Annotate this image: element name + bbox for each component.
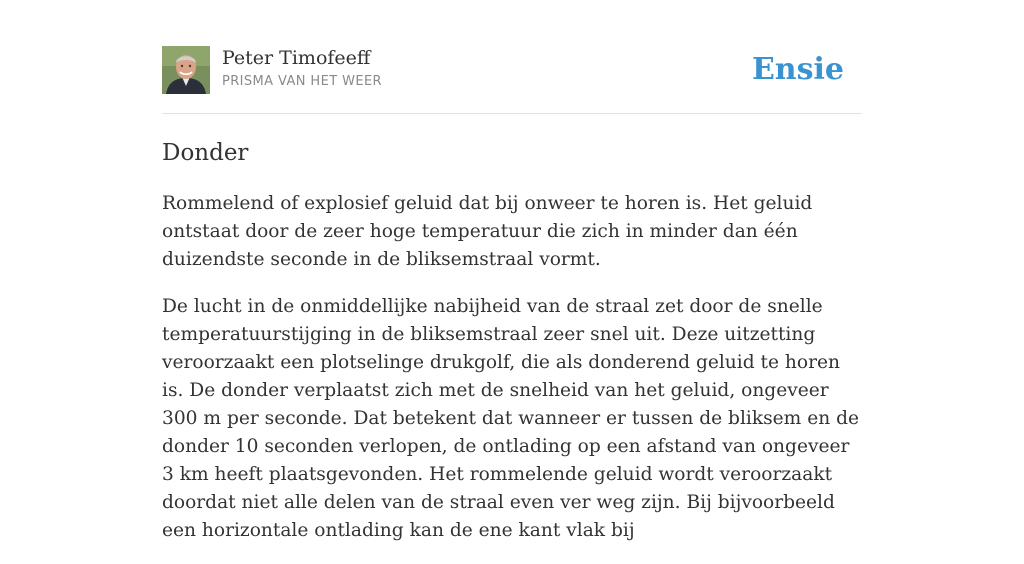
article-paragraph-2: De lucht in de onmiddellijke nabijheid van de straal zet door de snelle temperatuurstijging in de bliksemstraal zeer snel uit. Deze uitzetting veroorzaakt een plotselinge drukgolf, die als donderend geluid te horen is. De donder verplaatst zich met de snelheid van het geluid, ongeveer 300 m per seconde. Dat betekent dat wanneer er tussen de bliksem en de donder 10 seconden verlopen, de ontlading op een afstand van ongeveer 3 km heeft plaatsgevonden. Het rommelende geluid wordt veroorzaakt doordat niet alle delen van de straal even ver weg zijn. Bij bijvoorbeeld een horizontale ontlading kan de ene kant vlak bij [162,296,860,541]
article-paragraph-1: Rommelend of explosief geluid dat bij onweer te horen is. Het geluid ontstaat door de zeer hoge temperatuur die zich in minder dan één duizendste seconde in de bliksemstraal vormt. [162,193,813,270]
author-name[interactable]: Peter Timofeeff [222,47,371,69]
author-header [162,46,862,96]
ensie-logo[interactable]: Ensie [751,52,844,87]
author-source[interactable]: PRISMA VAN HET WEER [222,74,382,89]
avatar-portrait-icon [162,46,210,94]
article-title: Donder [162,140,249,166]
author-avatar[interactable] [162,46,210,94]
article-body [162,190,864,564]
header-divider [162,113,862,114]
